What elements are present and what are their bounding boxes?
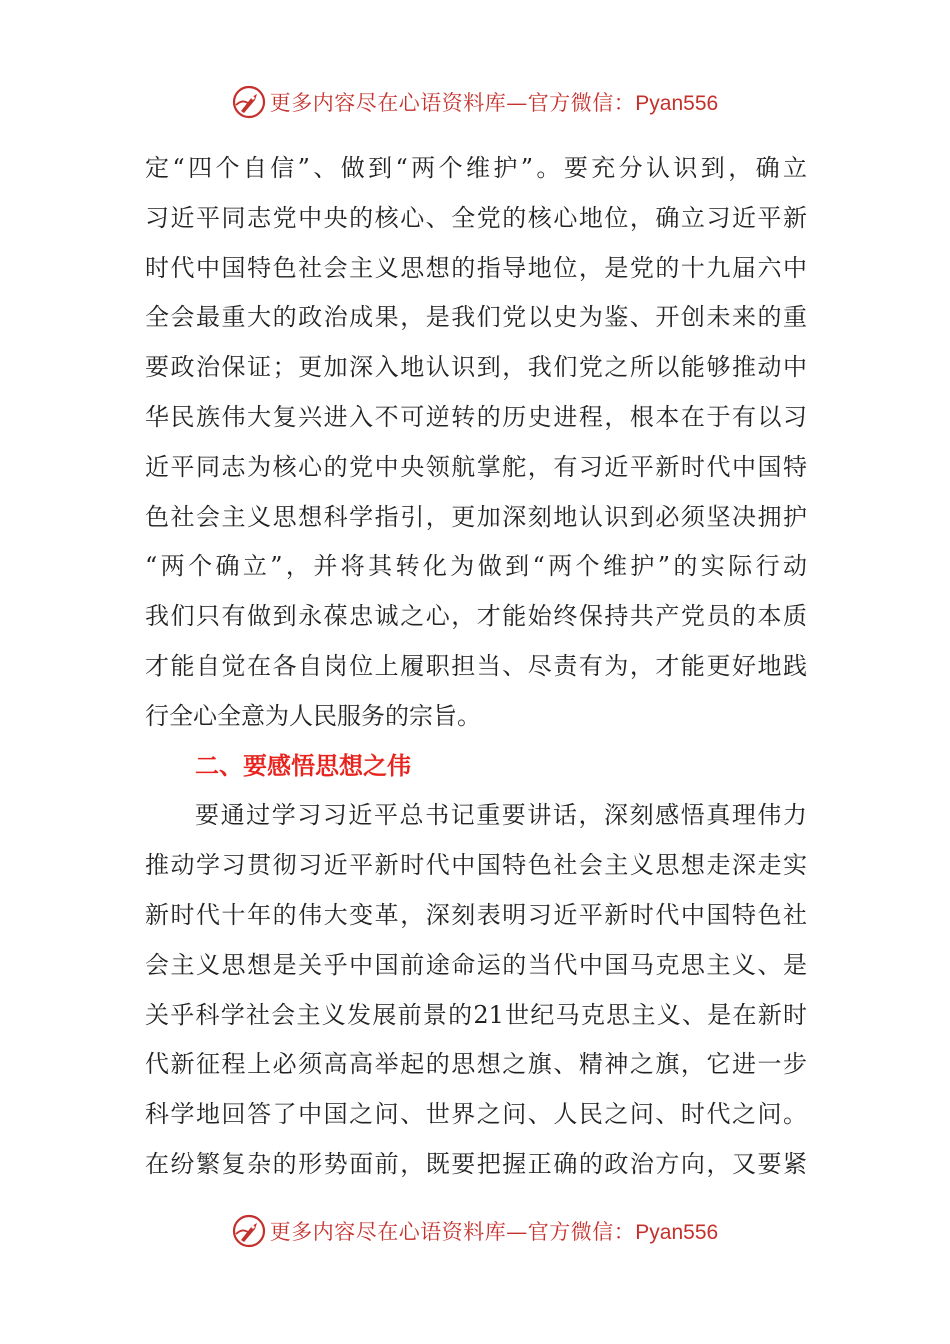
paragraph-line: 会主义思想是关乎中国前途命运的当代中国马克思主义、是 <box>145 950 807 979</box>
paragraph-line: 要通过学习习近平总书记重要讲话，深刻感悟真理伟力 <box>195 801 807 830</box>
document-body <box>145 144 807 1190</box>
paragraph-line: 要政治保证；更加深入地认识到，我们党之所以能够推动中 <box>145 353 807 382</box>
wechat-id: Pyan556 <box>635 1221 719 1244</box>
paragraph-line: 行全心全意为人民服务的宗旨。 <box>145 701 481 730</box>
section-heading: 二、要感悟思想之伟 <box>195 751 411 780</box>
banner-text <box>270 87 718 117</box>
paragraph-line: 习近平同志党中央的核心、全党的核心地位，确立习近平新 <box>145 203 807 232</box>
wechat-id: Pyan556 <box>635 92 719 115</box>
paragraph-line: 华民族伟大复兴进入不可逆转的历史进程，根本在于有以习 <box>145 402 807 431</box>
paragraph-line: 代新征程上必须高高举起的思想之旗、精神之旗，它进一步 <box>145 1050 807 1079</box>
pen-nib-logo-icon <box>232 1214 266 1248</box>
paragraph-line: 才能自觉在各自岗位上履职担当、尽责有为，才能更好地践 <box>145 651 807 680</box>
paragraph-line: 近平同志为核心的党中央领航掌舵，有习近平新时代中国特 <box>145 452 807 481</box>
paragraph-line: 全会最重大的政治成果，是我们党以史为鉴、开创未来的重 <box>145 303 807 332</box>
paragraph-line: 时代中国特色社会主义思想的指导地位，是党的十九届六中 <box>145 253 807 282</box>
header-banner <box>0 82 950 122</box>
paragraph-line: 在纷繁复杂的形势面前，既要把握正确的政治方向，又要紧 <box>145 1149 807 1178</box>
footer-banner <box>0 1211 950 1251</box>
paragraph-line: 推动学习贯彻习近平新时代中国特色社会主义思想走深走实 <box>145 851 807 880</box>
banner-label: 更多内容尽在心语资料库—官方微信： <box>269 91 636 115</box>
paragraph-line: “两个确立”，并将其转化为做到“两个维护”的实际行动 <box>145 552 807 581</box>
pen-nib-logo-icon <box>232 85 266 119</box>
paragraph-line: 定“四个自信”、做到“两个维护”。要充分认识到，确立 <box>145 154 807 182</box>
paragraph-line: 我们只有做到永葆忠诚之心，才能始终保持共产党员的本质 <box>145 602 807 631</box>
banner-label: 更多内容尽在心语资料库—官方微信： <box>269 1220 636 1244</box>
paragraph-line: 新时代十年的伟大变革，深刻表明习近平新时代中国特色社 <box>145 900 807 929</box>
paragraph-line: 色社会主义思想科学指引，更加深刻地认识到必须坚决拥护 <box>145 502 807 531</box>
paragraph-line: 关乎科学社会主义发展前景的21世纪马克思主义、是在新时 <box>145 1000 807 1029</box>
banner-text <box>270 1216 718 1246</box>
paragraph-line: 科学地回答了中国之问、世界之问、人民之问、时代之问。 <box>145 1100 807 1129</box>
